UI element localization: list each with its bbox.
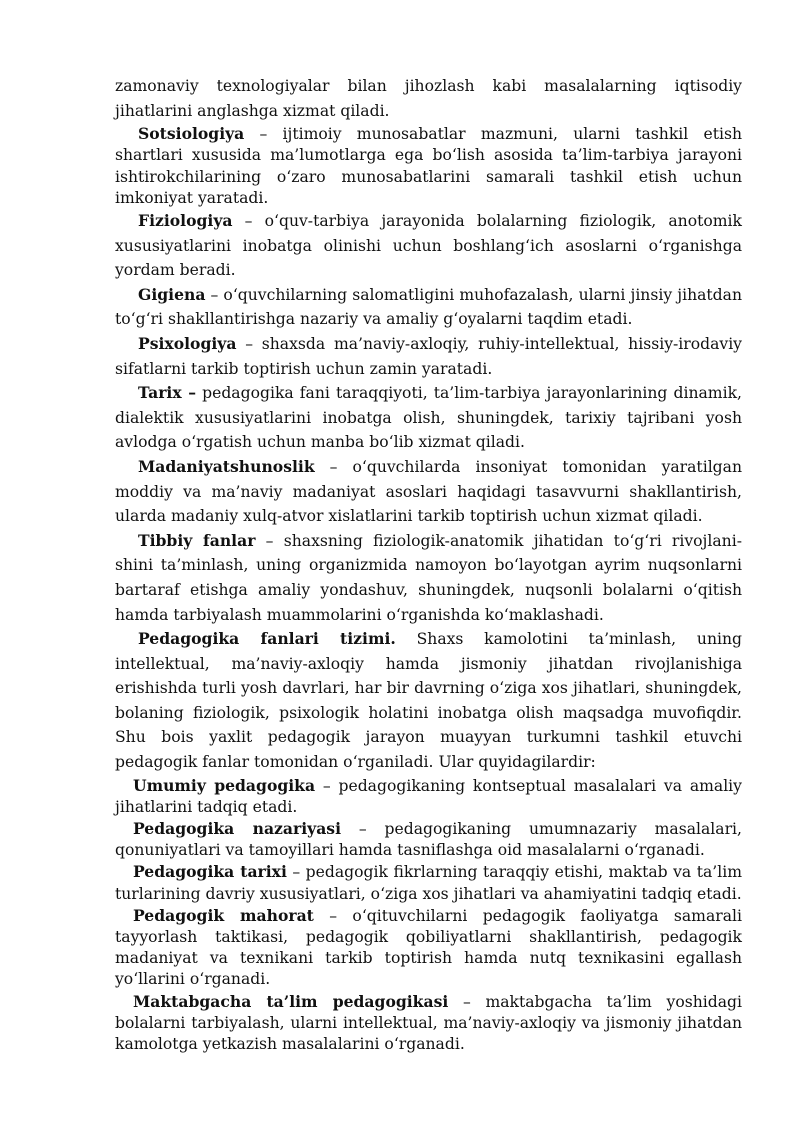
paragraph-text: – pedagogik fikrlarning taraqqiy etishi, maktab va ta’lim turlarining davriy xususiyatlari, o‘ziga xos jihatlari va ahamiyatini tadqiq etadi.: [115, 863, 742, 903]
term-label: Pedagogika tarixi: [133, 862, 287, 882]
paragraph-pedagogik-mahorat: [115, 905, 742, 991]
paragraph-text: – o‘quv-tarbiya jarayonida bolalarning fiziologik, anotomik xususiyatlarini inobatga olinishi uchun boshlang‘ich asoslarni o‘rganishga yordam beradi.: [115, 212, 742, 280]
paragraph-text: – o‘quvchilarda insoniyat tomonidan yaratilgan moddiy va ma’naviy madaniyat asoslari haqidagi tasavvurni shakllantirish, ularda madaniy xulq-atvor xislatlarini tarkib toptirish uchun xizmat qiladi.: [115, 457, 742, 526]
paragraph-text: – shaxsda ma’naviy-axloqiy, ruhiy-intellektual, hissiy-irodaviy sifatlarni tarkib toptirish uchun zamin yaratadi.: [115, 334, 742, 378]
term-label: Madaniyatshunoslik: [138, 456, 315, 476]
term-label: Pedagogika nazariyasi: [133, 819, 342, 839]
paragraph-text: Shaxs kamolotini ta’minlash, uning intellektual, ma’naviy-axloqiy hamda jismoniy jihatdan rivojlanishiga erishishda turli yosh davrlari, har bir davrning o‘ziga xos jihatlari, shuningdek, bolaning fiziologik, psixologik holatini inobatga olish maqsadga muvofiqdir. Shu bois yaxlit pedagogik jarayon muayyan turkumni tashkil etuvchi pedagogik fanlar tomonidan o‘rganiladi. Ular quyidagilardir:: [115, 630, 742, 772]
paragraph-umumiy-pedagogika: [115, 775, 742, 818]
term-label: Gigiena: [138, 284, 206, 304]
paragraph-madaniyatshunoslik: [115, 455, 742, 529]
term-label: Pedagogik mahorat: [133, 905, 314, 925]
term-label: Tarix –: [138, 383, 197, 403]
paragraph-text: – ijtimoiy munosabatlar mazmuni, ularni tashkil etish shartlari xususida ma’lumotlarga ega bo‘lish asosida ta’lim-tarbiya jarayoni ishtirokchilarining o‘zaro munosabatlarini samarali tashkil etish uchun imkoniyat yaratadi.: [115, 125, 742, 207]
paragraph-text: – pedagogikaning umumnazariy masalalari, qonuniyatlari va tamoyillari hamda tasniflashga oid masalalarni o‘rganadi.: [115, 820, 742, 860]
paragraph-text: – pedagogikaning kontseptual masalalari va amaliy jihatlarini tadqiq etadi.: [115, 776, 742, 816]
term-label: Fiziologiya: [138, 211, 233, 230]
term-label: Umumiy pedagogika: [133, 775, 316, 795]
paragraph-psixologiya: [115, 332, 742, 381]
paragraph-text: – o‘quvchilarning salomatligini muhofazalash, ularni jinsiy jihatdan to‘g‘ri shakllantirishga nazariy va amaliy g‘oyalarni taqdim etadi.: [115, 285, 742, 329]
paragraph-maktabgacha-talim-pedagogikasi: [115, 991, 742, 1056]
paragraph-pedagogika-tarixi: [115, 861, 742, 904]
paragraph-text: – shaxsning fiziologik-anatomik jihatidan to‘g‘ri rivojlani-shini ta’minlash, uning organizmida namoyon bo‘layotgan ayrim nuqsonlarni bartaraf etishga amaliy yondashuv, shuningdek, nuqsonli bolalarni o‘qitish hamda tarbiyalash muammolarini o‘rganishda ko‘maklashadi.: [115, 531, 742, 624]
paragraph-text: zamonaviy texnologiyalar bilan jihozlash kabi masalalarning iqtisodiy jihatlarini anglashga xizmat qiladi.: [115, 77, 742, 120]
paragraph-text: – maktabgacha ta’lim yoshidagi bolalarni tarbiyalash, ularni intellektual, ma’naviy-axloqiy va jismoniy jihatdan kamolotga yetkazish masalalarini o‘rganadi.: [115, 992, 742, 1054]
paragraph-text: pedagogika fani taraqqiyoti, ta’lim-tarbiya jarayonlarining dinamik, dialektik xususiyatlarini inobatga olish, shuningdek, tarixiy tajribani yosh avlodga o‘rgatish uchun manba bo‘lib xizmat qiladi.: [115, 384, 742, 452]
term-label: Tibbiy fanlar: [138, 530, 256, 550]
paragraph-fiziologiya: [115, 209, 742, 283]
paragraph-tarix: [115, 381, 742, 455]
paragraph-sotsiologiya: [115, 123, 742, 209]
paragraph-gigiena: [115, 283, 742, 332]
paragraph-continuation: [115, 74, 742, 123]
paragraph-pedagogika-nazariyasi: [115, 818, 742, 861]
term-label: Pedagogika fanlari tizimi.: [138, 629, 396, 649]
paragraph-tibbiy-fanlar: [115, 529, 742, 627]
paragraph-pedagogika-fanlari-tizimi: [115, 627, 742, 775]
term-label: Maktabgacha ta’lim pedagogikasi: [133, 991, 449, 1011]
document-page: [115, 74, 742, 1055]
paragraph-text: – o‘qituvchilarni pedagogik faoliyatga samarali tayyorlash taktikasi, pedagogik qobiliyatlarni shakllantirish, pedagogik madaniyat va texnikani tarkib toptirish hamda nutq texnikasini egallash yo‘llarini o‘rganadi.: [115, 906, 742, 989]
term-label: Sotsiologiya: [138, 124, 245, 144]
term-label: Psixologiya: [138, 333, 237, 353]
